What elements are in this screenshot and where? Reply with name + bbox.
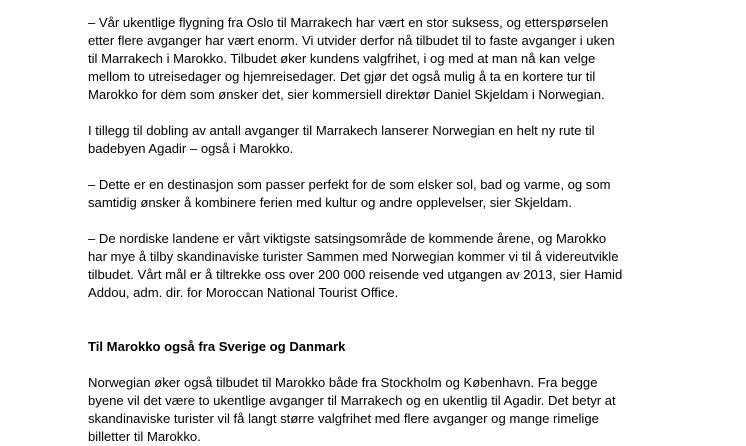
- text-line: Marokko for dem som ønsker det, sier kommersiell direktør Daniel Skjeldam i Norwegian.: [88, 87, 605, 102]
- text-line: – Dette er en destinasjon som passer perfekt for de som elsker sol, bad og varme, og som: [88, 177, 611, 192]
- text-line: – De nordiske landene er vårt viktigste satsingsområde de kommende årene, og Marokko: [88, 231, 607, 246]
- text-line: har mye å tilby skandinaviske turister Sammen med Norwegian kommer vi til å videreutvikle: [88, 249, 619, 264]
- text-line: billetter til Marokko.: [88, 429, 201, 444]
- text-line: badebyen Agadir – også i Marokko.: [88, 141, 294, 156]
- text-line: – Vår ukentlige flygning fra Oslo til Marrakech har vært en stor suksess, og etterspørselen: [88, 15, 609, 30]
- paragraph-agadir-route: [88, 122, 738, 158]
- text-line: mellom to utreisedager og hjemreisedager. Det gjør det også mulig å ta en kortere tur til: [88, 69, 596, 84]
- text-line: tilbudet. Vårt mål er å tiltrekke oss over 200 000 reisende ved utgangen av 2013, sier Hamid: [88, 267, 623, 282]
- paragraph-nordic-quote: [88, 230, 738, 302]
- paragraph-destination-quote: [88, 176, 738, 212]
- paragraph-flight-success: [88, 14, 738, 104]
- section-heading: Til Marokko også fra Sverige og Danmark: [88, 339, 346, 354]
- text-line: samtidig ønsker å kombinere ferien med kultur og andre opplevelser, sier Skjeldam.: [88, 195, 572, 210]
- text-line: skandinaviske turister vil få langt større valgfrihet med flere avganger og mange rimelige: [88, 411, 599, 426]
- text-line: til Marrakech i Marokko. Tilbudet øker kundens valgfrihet, i og med at man nå kan velge: [88, 51, 596, 66]
- text-line: etter flere avganger har vært enorm. Vi utvider derfor nå tilbudet til to faste avganger i uken: [88, 33, 615, 48]
- text-line: byene vil det være to ukentlige avganger til Marrakech og en ukentlig til Agadir. Det betyr at: [88, 393, 616, 408]
- document-body: [88, 14, 738, 446]
- paragraph-sweden-denmark: [88, 374, 738, 446]
- text-line: Addou, adm. dir. for Moroccan National Tourist Office.: [88, 285, 399, 300]
- text-line: Norwegian øker også tilbudet til Marokko både fra Stockholm og København. Fra begge: [88, 375, 598, 390]
- text-line: I tillegg til dobling av antall avganger til Marrakech lanserer Norwegian en helt ny rute til: [88, 123, 595, 138]
